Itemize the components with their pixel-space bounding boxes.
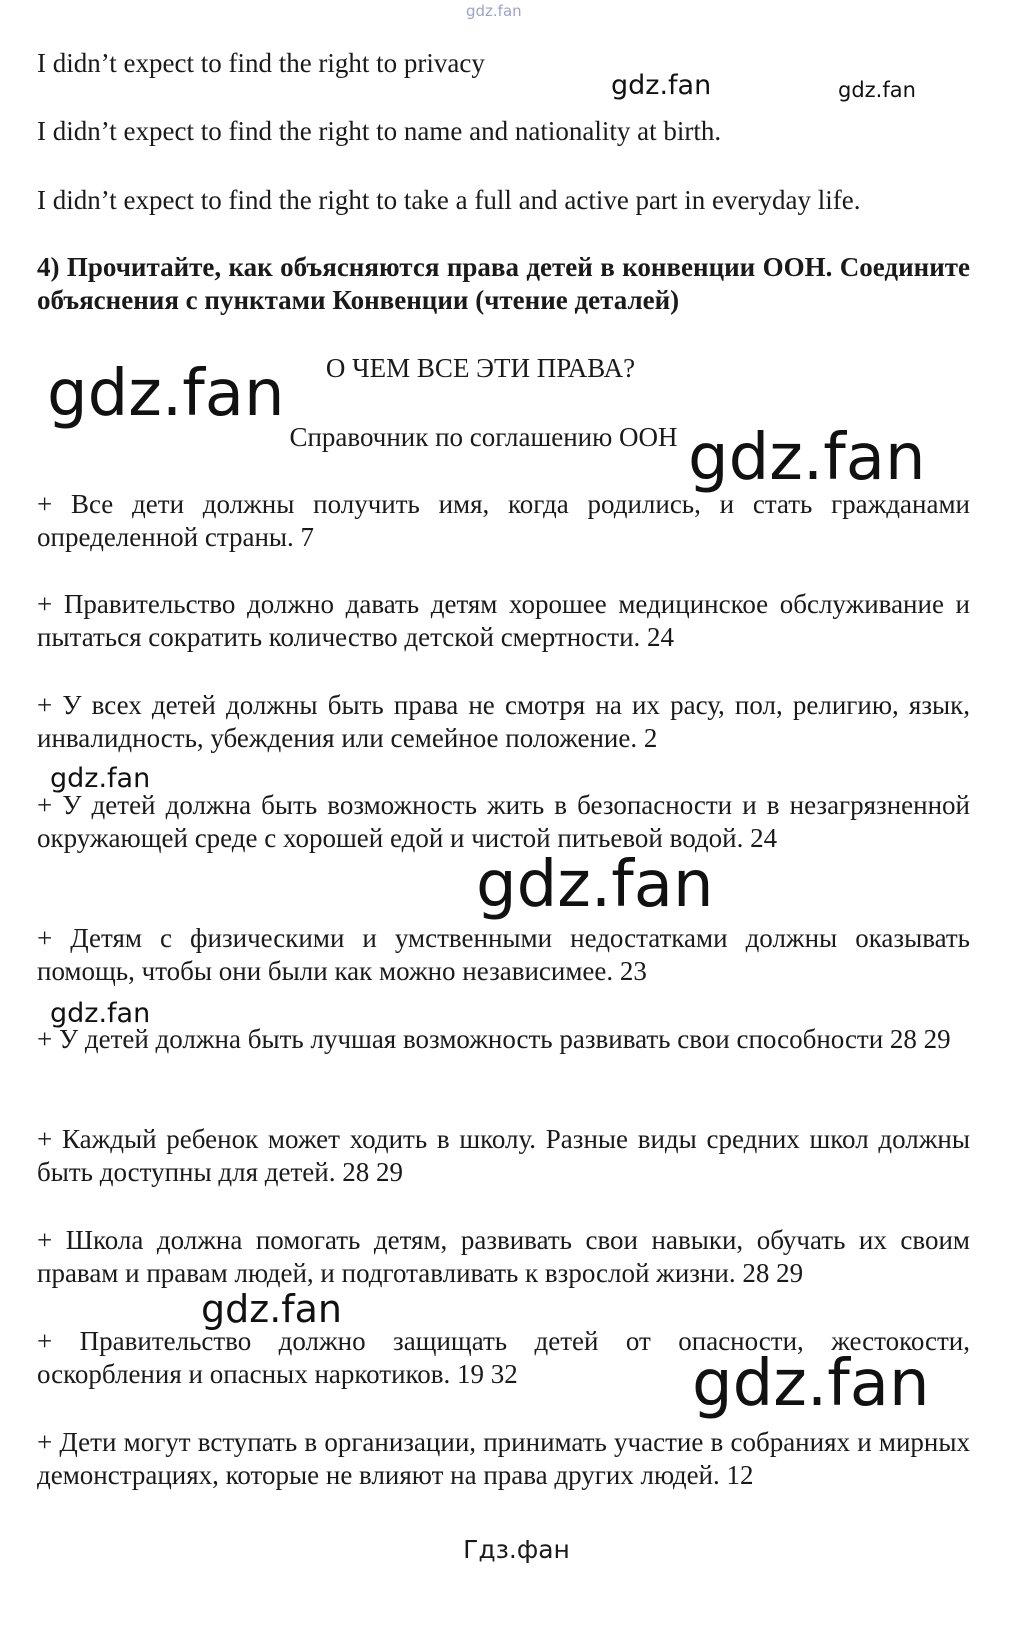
english-line-3: I didn’t expect to find the right to take a full and active part in everyday life. bbox=[37, 185, 861, 215]
watermark-right-2: gdz.fan bbox=[838, 78, 916, 102]
list-item: + Детям с физическими и умственными недостатками должны оказывать помощь, чтобы они были как можно независимее. 23 bbox=[37, 923, 970, 986]
watermark-lower-left: gdz.fan bbox=[201, 1287, 343, 1331]
watermark-big-left: gdz.fan bbox=[47, 357, 285, 431]
list-item: + У детей должна быть возможность жить в безопасности и в незагрязненной окружающей среде с хорошей едой и чистой питьевой водой. 24 bbox=[37, 790, 970, 853]
watermark-big-center: gdz.fan bbox=[476, 848, 714, 922]
footer-text: Гдз.фан bbox=[463, 1535, 570, 1564]
list-item: + Каждый ребенок может ходить в школу. Разные виды средних школ должны быть доступны для детей. 28 29 bbox=[37, 1124, 970, 1187]
list-item: + Школа должна помогать детям, развивать свои навыки, обучать их своим правам и правам людей, и подготавливать к взрослой жизни. 28 29 bbox=[37, 1225, 970, 1288]
english-line-2: I didn’t expect to find the right to name and nationality at birth. bbox=[37, 116, 722, 146]
section-title bbox=[0, 351, 1033, 385]
list-item: + Все дети должны получить имя, когда родились, и стать гражданами определенной страны. 7 bbox=[37, 489, 970, 552]
watermark-top: gdz.fan bbox=[466, 2, 522, 20]
list-item: + Правительство должно защищать детей от опасности, жестокости, оскорбления и опасных наркотиков. 19 32 bbox=[37, 1326, 970, 1389]
list-item: + Правительство должно давать детям хорошее медицинское обслуживание и пытаться сократить количество детской смертности. 24 bbox=[37, 589, 970, 652]
list-item: + У всех детей должны быть права не смотря на их расу, пол, религию, язык, инвалидность, убеждения или семейное положение. 2 bbox=[37, 690, 970, 753]
watermark-big-right: gdz.fan bbox=[688, 421, 926, 495]
list-item: + У детей должна быть лучшая возможность развивать свои способности 28 29 bbox=[37, 1024, 951, 1054]
list-item: + Дети могут вступать в организации, принимать участие в собраниях и мирных демонстрациях, которые не влияют на права других людей. 12 bbox=[37, 1427, 970, 1490]
section-title-text: О ЧЕМ ВСЕ ЭТИ ПРАВА? bbox=[325, 353, 636, 383]
watermark-mid-left-2: gdz.fan bbox=[50, 998, 151, 1029]
section-subtitle-text: Справочник по соглашению ООН bbox=[289, 422, 678, 452]
watermark-big-lower-right: gdz.fan bbox=[692, 1347, 930, 1421]
task-heading: 4) Прочитайте, как объясняются права детей в конвенции ООН. Соедините объяснения с пунктами Конвенции (чтение деталей) bbox=[37, 252, 970, 315]
watermark-right-1: gdz.fan bbox=[611, 70, 712, 101]
english-line-1: I didn’t expect to find the right to privacy bbox=[37, 48, 485, 78]
watermark-mid-left-1: gdz.fan bbox=[50, 763, 151, 794]
